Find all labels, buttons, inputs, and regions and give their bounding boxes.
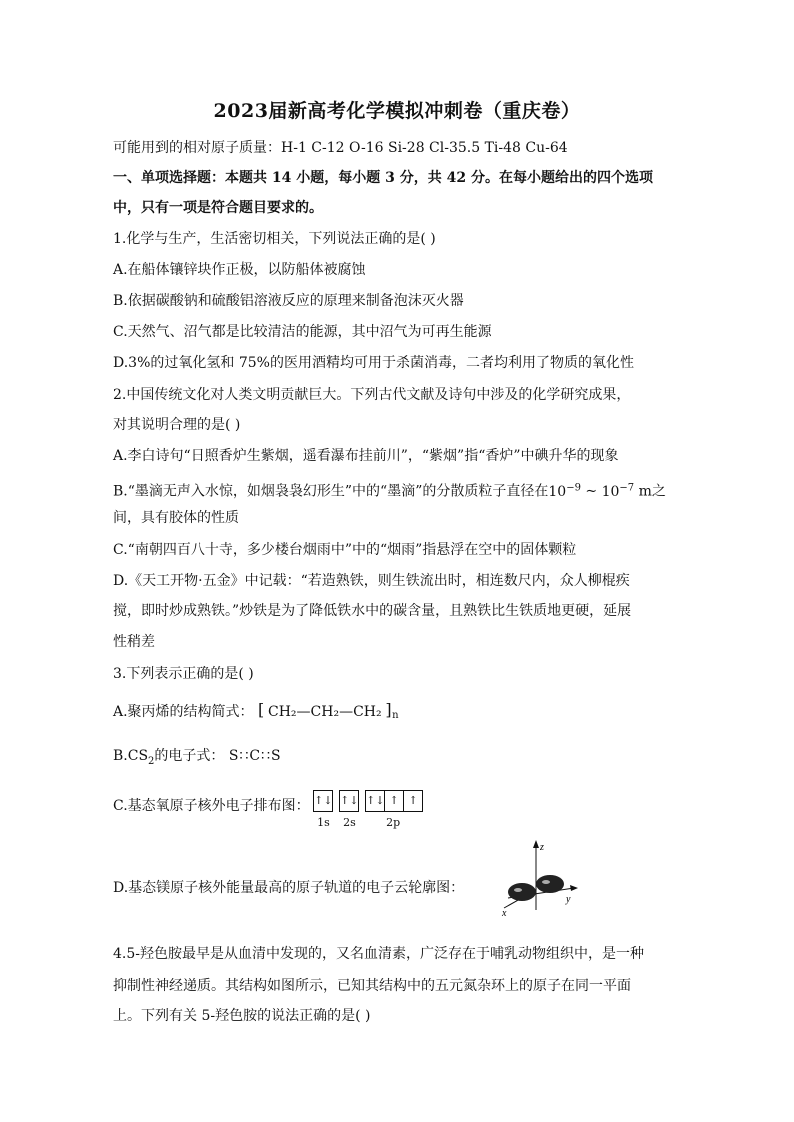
q1-stem: 1.化学与生产，生活密切相关，下列说法正确的是( ): [113, 231, 436, 247]
q2-range-unit: m之: [634, 483, 666, 500]
p-orbital-diagram: [496, 838, 580, 918]
q4-line3: 上。下列有关 5-羟色胺的说法正确的是( ): [113, 1008, 371, 1024]
q2-option-d-line2: 搅，即时炒成熟铁。”炒铁是为了降低铁水中的碳含量，且熟铁比生铁质地更硬，延展: [113, 603, 632, 619]
q1-option-a: A.在船体镶锌块作正极，以防船体被腐蚀: [113, 262, 366, 278]
svg-text:z: z: [540, 842, 544, 853]
q2-range-high: $10^{-7}$: [601, 482, 635, 500]
cs2-electron-formula: S∷C∷S: [228, 748, 282, 764]
exam-title: 2023届新高考化学模拟冲刺卷（重庆卷）: [213, 100, 581, 122]
svg-text:x: x: [502, 908, 507, 918]
q3-option-c: [113, 796, 693, 836]
q2-range-tilde: ~: [580, 483, 602, 500]
q3-option-a: [113, 702, 693, 722]
q1-option-c: C.天然气、沼气都是比较清洁的能源，其中沼气为可再生能源: [113, 324, 492, 340]
q1-option-d: D.3%的过氧化氢和 75%的医用酒精均可用于杀菌消毒，二者均利用了物质的氧化性: [113, 355, 634, 371]
q1-option-b: B.依据碳酸钠和硫酸铝溶液反应的原理来制备泡沫灭火器: [113, 293, 464, 309]
q4-line2: 抑制性神经递质。其结构如图所示，已知其结构中的五元氮杂环上的原子在同一平面: [113, 978, 631, 994]
q2-option-d-line3: 性稍差: [113, 634, 155, 650]
orbital-diagram: ↑↓ ↑↓ ↑↓ ↑ ↑ 1s 2s 2p: [314, 790, 434, 830]
q2-option-b-line1: [113, 478, 693, 502]
svg-text:y: y: [566, 894, 571, 905]
q2-range-low: $10^{-9}$: [548, 482, 581, 500]
q2-stem-line2: 对其说明合理的是( ): [113, 417, 241, 433]
q3-stem: 3.下列表示正确的是( ): [113, 666, 254, 682]
q2-stem-line1: 2.中国传统文化对人类文明贡献巨大。下列古代文献及诗句中涉及的化学研究成果，: [113, 387, 631, 403]
atomic-masses: 可能用到的相对原子质量：H-1 C-12 O-16 Si-28 Cl-35.5 Ti-48 Cu-64: [113, 140, 568, 156]
q2-option-b-text: B.“墨滴无声入水惊，如烟袅袅幻形生”中的“墨滴”的分散质粒子直径在: [113, 483, 549, 500]
q3-option-c-text: C.基态氧原子核外电子排布图：: [113, 798, 310, 814]
q3-option-a-text: A.聚丙烯的结构简式：: [113, 704, 254, 720]
section1-line1: 一、单项选择题：本题共 14 小题，每小题 3 分，共 42 分。在每小题给出的四个选项: [113, 170, 653, 186]
q2-option-c: C.“南朝四百八十寺，多少楼台烟雨中”中的“烟雨”指悬浮在空中的固体颗粒: [113, 542, 577, 558]
q2-option-b-line2: 间，具有胶体的性质: [113, 510, 239, 526]
q2-option-d-line1: D.《天工开物·五金》中记载：“若造熟铁，则生铁流出时，相连数尺内，众人柳棍疾: [113, 573, 630, 589]
q3-option-d: D.基态镁原子核外能量最高的原子轨道的电子云轮廓图：: [113, 880, 465, 896]
polypropylene-formula: [ CH₂—CH₂—CH₂ ] n: [258, 700, 399, 721]
q2-option-a: A.李白诗句“日照香炉生紫烟，遥看瀑布挂前川”，“紫烟”指“香炉”中碘升华的现象: [113, 448, 619, 464]
q3-option-b: $B.CS_2$的电子式： S∷C∷S: [113, 748, 282, 767]
q4-line1: 4.5-羟色胺最早是从血清中发现的，又名血清素，广泛存在于哺乳动物组织中，是一种: [113, 946, 644, 962]
section1-line2: 中，只有一项是符合题目要求的。: [113, 200, 323, 216]
